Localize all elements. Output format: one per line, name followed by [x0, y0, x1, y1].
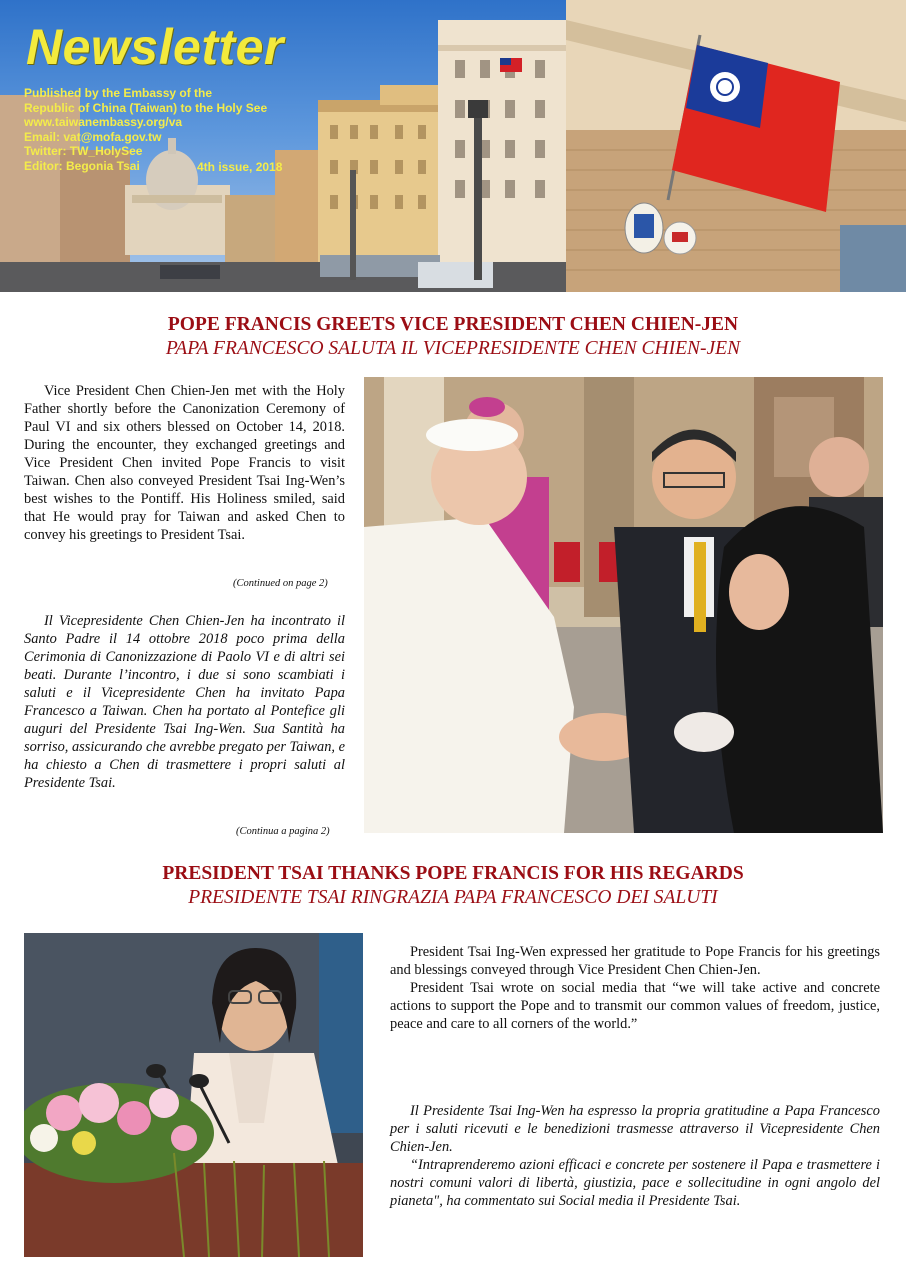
- article1-headline-en: POPE FRANCIS GREETS VICE PRESIDENT CHEN CHIEN-JEN: [167, 314, 739, 335]
- article2-paragraph-en-2: President Tsai wrote on social media that “we will take active and concrete actions to support the Pope and to transmit our common values of freedom, justice, peace and care to all corners of the world.”: [390, 980, 880, 1032]
- article1-paragraph-it: Il Vicepresidente Chen Chien-Jen ha incontrato il Santo Padre il 14 ottobre 2018 poco prima della Cerimonia di Canonizzazione di Paolo VI e di altri sei beati. Durante l’incontro, i due si sono scambiati i saluti e il Vicepresidente Chen ha invitato Papa Francesco a Taiwan. Chen ha portato al Pontefice gli auguri del Presidente Tsai Ing-Wen. Sua Santità ha sorriso, assicurando che avrebbe pregato per Taiwan, e ha chiesto a Chen di trasmettere i propri saluti al Presidente Tsai.: [24, 613, 345, 791]
- article2-body-it: [390, 1102, 880, 1210]
- twitter-link[interactable]: Twitter: TW_HolySee: [24, 144, 143, 159]
- article2-paragraph-en-1: President Tsai Ing-Wen expressed her gratitude to Pope Francis for his greetings and blessings conveyed through Vice President Chen Chien-Jen.: [390, 944, 880, 978]
- publisher-line: Republic of China (Taiwan) to the Holy See: [24, 100, 268, 115]
- president-tsai-photo: [24, 933, 363, 1257]
- continued-note-en: (Continued on page 2): [233, 578, 328, 589]
- article1-paragraph-en: Vice President Chen Chien-Jen met with the Holy Father shortly before the Canonization Ceremony of Paul VI and six others blessed on October 14, 2018. During the encounter, they exchanged greetings and Vice President Chen invited Pope Francis to visit Taiwan. Chen also conveyed President Tsai Ing-Wen’s best wishes to the Pontiff. His Holiness smiled, said that He would pray for Taiwan and asked Chen to convey his greetings to President Tsai.: [24, 383, 345, 543]
- publisher-line: Published by the Embassy of the: [24, 86, 213, 100]
- article2-paragraph-it-1: Il Presidente Tsai Ing-Wen ha espresso la propria gratitudine a Papa Francesco per i saluti ricevuti e le benedizioni trasmesse attraverso il Vicepresidente Chen Chien-Jen.: [390, 1103, 880, 1155]
- email-link[interactable]: Email: vat@mofa.gov.tw: [24, 129, 162, 144]
- article1-headline-it: PAPA FRANCESCO SALUTA IL VICEPRESIDENTE CHEN CHIEN-JEN: [165, 338, 741, 359]
- issue-label: 4th issue, 2018: [197, 160, 283, 174]
- header-banner: [0, 0, 906, 292]
- continued-note-it: (Continua a pagina 2): [236, 826, 330, 837]
- article1-body-en: [24, 382, 345, 544]
- article2-body-en: [390, 943, 880, 1033]
- article2-headline-it: PRESIDENTE TSAI RINGRAZIA PAPA FRANCESCO DEI SALUTI: [188, 887, 718, 908]
- article2-headline: [0, 862, 906, 910]
- article2-headline-en: PRESIDENT TSAI THANKS POPE FRANCIS FOR HIS REGARDS: [162, 863, 744, 884]
- article1-body-it: [24, 612, 345, 792]
- article2-paragraph-it-2: “Intraprenderemo azioni efficaci e concrete per sostenere il Papa e trasmettere i nostri comuni valori di libertà, giustizia, pace e sollecitudine in ogni angolo del pianeta", ha commentato sui Social media il Presidente Tsai.: [390, 1157, 880, 1209]
- editor-line: Editor: Begonia Tsai: [24, 158, 140, 173]
- pope-chen-photo: [364, 377, 883, 833]
- article1-headline: [0, 313, 906, 361]
- newsletter-title: Newsletter: [26, 19, 284, 75]
- website-link[interactable]: www.taiwanembassy.org/va: [24, 115, 183, 130]
